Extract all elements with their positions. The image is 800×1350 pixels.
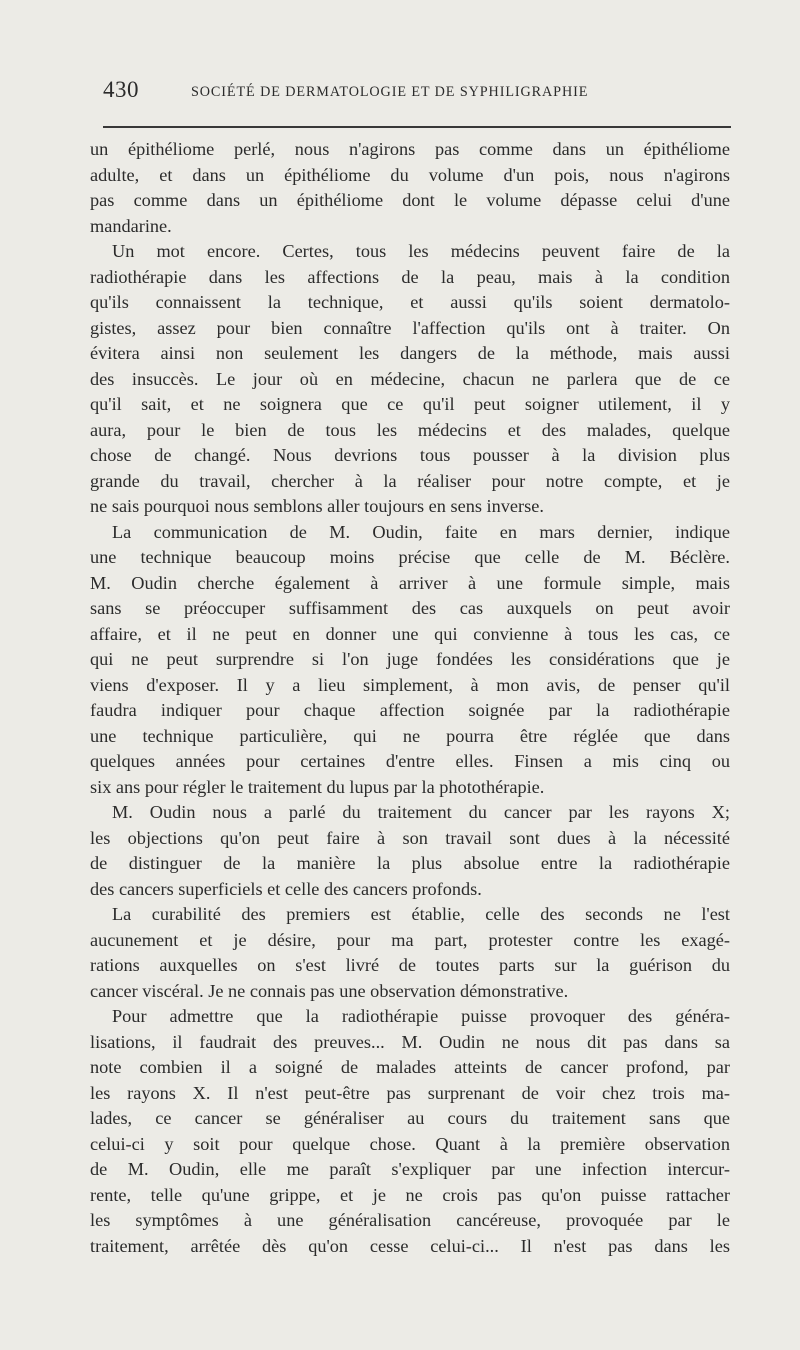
text-line: celui-ci y soit pour quelque chose. Quant à la première observation (90, 1133, 730, 1154)
text-line: La curabilité des premiers est établie, celle des seconds ne l'est (112, 904, 730, 924)
body-text (90, 137, 730, 1259)
text-line: qu'ils connaissent la technique, et aussi qu'ils soient dermatolo- (90, 292, 730, 312)
running-head: SOCIÉTÉ DE DERMATOLOGIE ET DE SYPHILIGRAPHIE (191, 84, 589, 100)
text-line: des cancers superficiels et celle des cancers profonds. (90, 878, 482, 899)
text-line: lades, ce cancer se généraliser au cours du traitement sans que (90, 1108, 730, 1128)
text-line: qu'il sait, et ne soignera que ce qu'il peut soigner utilement, il y (90, 394, 730, 414)
page-number: 430 (103, 77, 139, 102)
text-line: grande du travail, chercher à la réaliser pour notre compte, et je (90, 470, 730, 491)
text-line: ne sais pourquoi nous semblons aller toujours en sens inverse. (90, 496, 544, 516)
text-line: les rayons X. Il n'est peut-être pas surprenant de voir chez trois ma- (90, 1082, 730, 1103)
header-rule (103, 126, 731, 128)
text-line: pas comme dans un épithéliome dont le volume dépasse celui d'une (90, 190, 730, 210)
text-line: M. Oudin nous a parlé du traitement du cancer par les rayons X; (112, 802, 730, 822)
text-line: une technique beaucoup moins précise que celle de M. Béclère. (90, 547, 730, 567)
text-line: quelques années pour certaines d'entre elles. Finsen a mis cinq ou (90, 751, 730, 771)
text-line: qui ne peut surprendre si l'on juge fondées les considérations que je (90, 649, 730, 669)
text-line: une technique particulière, qui ne pourra être réglée que dans (90, 725, 730, 746)
text-line: gistes, assez pour bien connaître l'affection qu'ils ont à traiter. On (90, 317, 730, 338)
page-header (103, 73, 733, 109)
text-line: viens d'exposer. Il y a lieu simplement, à mon avis, de penser qu'il (90, 674, 730, 695)
text-line: affaire, et il ne peut en donner une qui convienne à tous les cas, ce (90, 623, 730, 644)
text-line: adulte, et dans un épithéliome du volume d'un pois, nous n'agirons (90, 164, 730, 185)
text-line: sans se préoccuper suffisamment des cas auxquels on peut avoir (90, 598, 730, 618)
text-line: mandarine. (90, 215, 172, 236)
text-line: cancer viscéral. Je ne connais pas une observation démonstrative. (90, 980, 569, 1001)
text-line: rations auxquelles on s'est livré de toutes parts sur la guérison du (90, 955, 730, 975)
text-line: de M. Oudin, elle me paraît s'expliquer par une infection intercur- (90, 1159, 730, 1179)
text-line: aucunement et je désire, pour ma part, protester contre les exagé- (90, 929, 730, 950)
text-line: La communication de M. Oudin, faite en mars dernier, indique (112, 521, 730, 542)
text-line: un épithéliome perlé, nous n'agirons pas comme dans un épithéliome (90, 139, 730, 159)
text-line: faudra indiquer pour chaque affection soignée par la radiothérapie (90, 700, 730, 720)
text-line: six ans pour régler le traitement du lupus par la photothérapie. (90, 776, 545, 797)
text-line: des insuccès. Le jour où en médecine, chacun ne parlera que de ce (90, 368, 730, 389)
text-line: les objections qu'on peut faire à son travail sont dues à la nécessité (90, 827, 730, 848)
text-line: de distinguer de la manière la plus absolue entre la radiothérapie (90, 853, 730, 873)
text-line: Pour admettre que la radiothérapie puisse provoquer des généra- (112, 1006, 730, 1026)
text-line: lisations, il faudrait des preuves... M. Oudin ne nous dit pas dans sa (90, 1031, 730, 1052)
text-line: radiothérapie dans les affections de la peau, mais à la condition (90, 266, 730, 287)
text-line: chose de changé. Nous devrions tous pousser à la division plus (90, 445, 730, 465)
text-line: les symptômes à une généralisation cancéreuse, provoquée par le (90, 1210, 730, 1230)
text-line: M. Oudin cherche également à arriver à une formule simple, mais (90, 572, 730, 593)
text-line: évitera ainsi non seulement les dangers de la méthode, mais aussi (90, 343, 730, 363)
text-line: Un mot encore. Certes, tous les médecins peuvent faire de la (112, 241, 730, 261)
text-line: traitement, arrêtée dès qu'on cesse celui-ci... Il n'est pas dans les (90, 1235, 730, 1256)
text-line: note combien il a soigné de malades atteints de cancer profond, par (90, 1057, 730, 1077)
text-line: aura, pour le bien de tous les médecins et des malades, quelque (90, 419, 730, 440)
text-line: rente, telle qu'une grippe, et je ne crois pas qu'on puisse rattacher (90, 1184, 730, 1205)
